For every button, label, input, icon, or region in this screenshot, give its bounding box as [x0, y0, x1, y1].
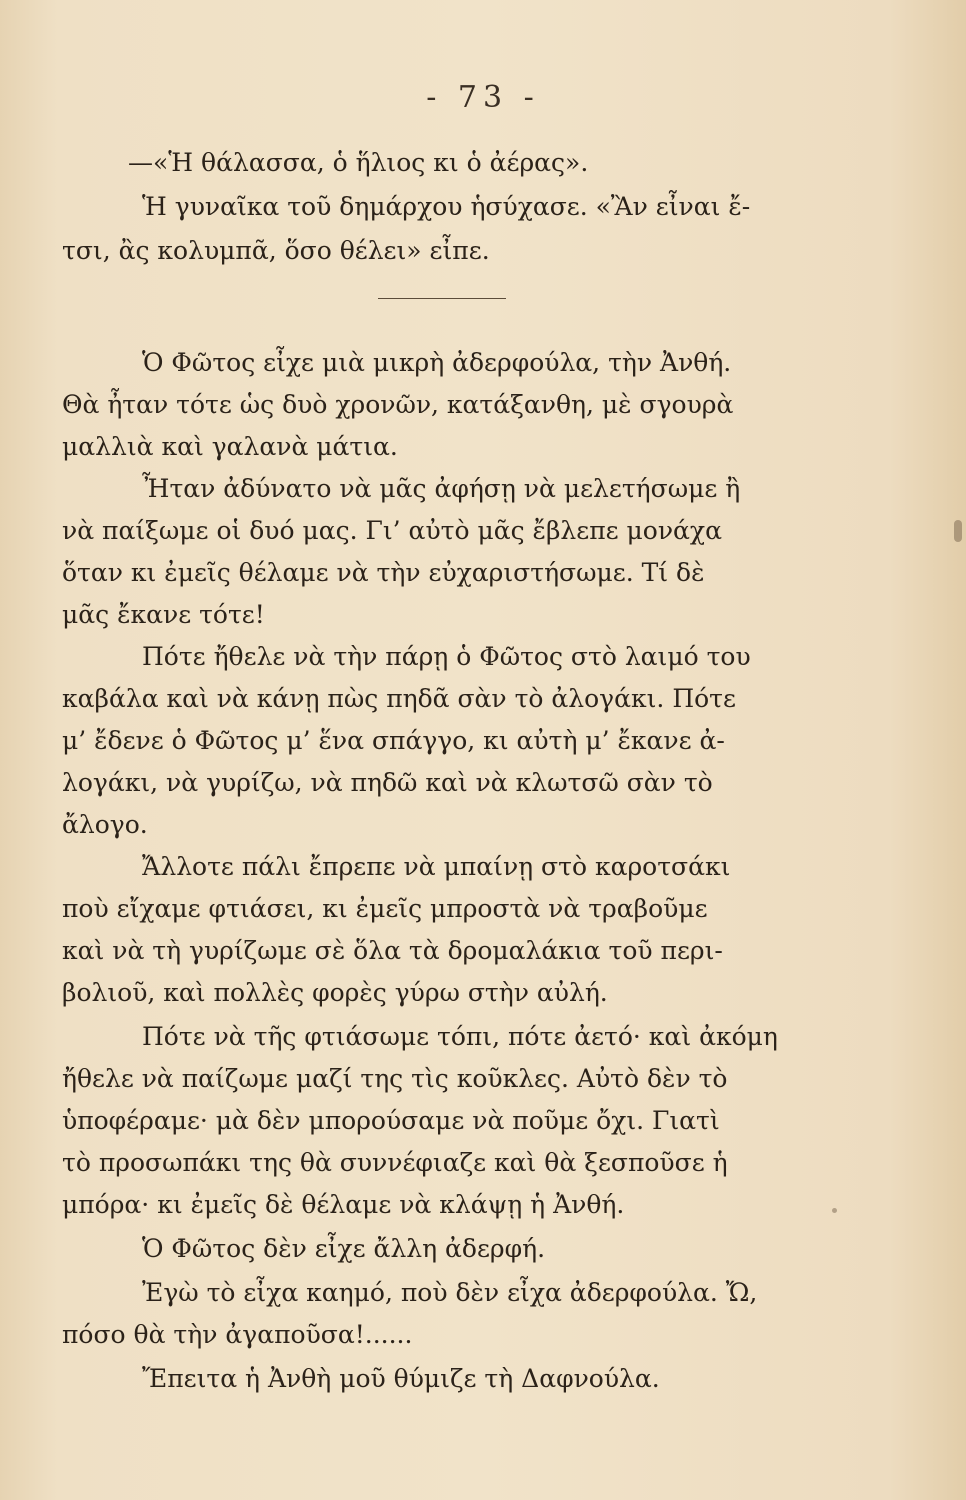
text-line: μᾶς ἔκανε τότε! — [62, 600, 265, 629]
text-line: ἤθελε νὰ παίζωμε μαζί της τὶς κοῦκλες. Αὐτὸ δὲν τὸ — [62, 1064, 728, 1093]
text-line: μαλλιὰ καὶ γαλανὰ μάτια. — [62, 432, 398, 461]
text-line: Πότε νὰ τῆς φτιάσωμε τόπι, πότε ἀετό· καὶ ἀκόμη — [142, 1022, 778, 1051]
text-line: ποὺ εἴχαμε φτιάσει, κι ἐμεῖς μπροστὰ νὰ τραβοῦμε — [62, 894, 708, 923]
page-number: - 73 - — [426, 80, 540, 115]
text-line: ὅταν κι ἐμεῖς θέλαμε νὰ τὴν εὐχαριστήσωμε. Τί δὲ — [62, 558, 705, 587]
text-line: μπόρα· κι ἐμεῖς δὲ θέλαμε νὰ κλάψῃ ἡ Ἀνθή. — [62, 1190, 625, 1219]
paper-spot — [832, 1208, 837, 1213]
section-divider — [378, 298, 506, 299]
text-line: πόσο θὰ τὴν ἀγαποῦσα!...... — [62, 1320, 413, 1349]
text-line: Ἦταν ἀδύνατο νὰ μᾶς ἀφήσῃ νὰ μελετήσωμε ἢ — [142, 474, 741, 503]
paper-spot — [954, 520, 962, 542]
text-line: Ὁ Φῶτος δὲν εἶχε ἄλλη ἀδερφή. — [142, 1234, 546, 1263]
text-line: Ἔπειτα ἡ Ἀνθὴ μοῦ θύμιζε τὴ Δαφνούλα. — [142, 1364, 660, 1393]
text-line: τὸ προσωπάκι της θὰ συννέφιαζε καὶ θὰ ξεσποῦσε ἡ — [62, 1148, 728, 1177]
text-line: Ἡ γυναῖκα τοῦ δημάρχου ἡσύχασε. «Ἂν εἶναι ἔ- — [142, 192, 751, 221]
text-line: —«Ἡ θάλασσα, ὁ ἥλιος κι ὁ ἀέρας». — [128, 148, 589, 177]
text-line: καβάλα καὶ νὰ κάνῃ πὼς πηδᾶ σὰν τὸ ἀλογάκι. Πότε — [62, 684, 736, 713]
text-line: Πότε ἤθελε νὰ τὴν πάρῃ ὁ Φῶτος στὸ λαιμό του — [142, 642, 751, 671]
text-line: λογάκι, νὰ γυρίζω, νὰ πηδῶ καὶ νὰ κλωτσῶ σὰν τὸ — [62, 768, 713, 797]
text-line: Θὰ ἦταν τότε ὡς δυὸ χρονῶν, κατάξανθη, μὲ σγουρὰ — [62, 390, 734, 419]
text-line: τσι, ἂς κολυμπᾶ, ὅσο θέλει» εἶπε. — [62, 236, 490, 265]
text-line: μ’ ἔδενε ὁ Φῶτος μ’ ἕνα σπάγγο, κι αὐτὴ μ’ ἔκανε ἀ- — [62, 726, 725, 755]
text-line: Ἄλλοτε πάλι ἔπρεπε νὰ μπαίνῃ στὸ καροτσάκι — [142, 852, 731, 881]
text-line: ἄλογο. — [62, 810, 148, 839]
text-line: Ἐγὼ τὸ εἶχα καημό, ποὺ δὲν εἶχα ἀδερφούλα. Ὤ, — [142, 1278, 758, 1307]
text-line: καὶ νὰ τὴ γυρίζωμε σὲ ὅλα τὰ δρομαλάκια τοῦ περι- — [62, 936, 723, 965]
text-line: νὰ παίξωμε οἱ δυό μας. Γι’ αὐτὸ μᾶς ἔβλεπε μονάχα — [62, 516, 722, 545]
text-line: Ὁ Φῶτος εἶχε μιὰ μικρὴ ἀδερφούλα, τὴν Ἀνθή. — [142, 348, 732, 377]
text-line: βολιοῦ, καὶ πολλὲς φορὲς γύρω στὴν αὐλή. — [62, 978, 608, 1007]
text-line: ὑποφέραμε· μὰ δὲν μπορούσαμε νὰ ποῦμε ὄχι. Γιατὶ — [62, 1106, 720, 1135]
